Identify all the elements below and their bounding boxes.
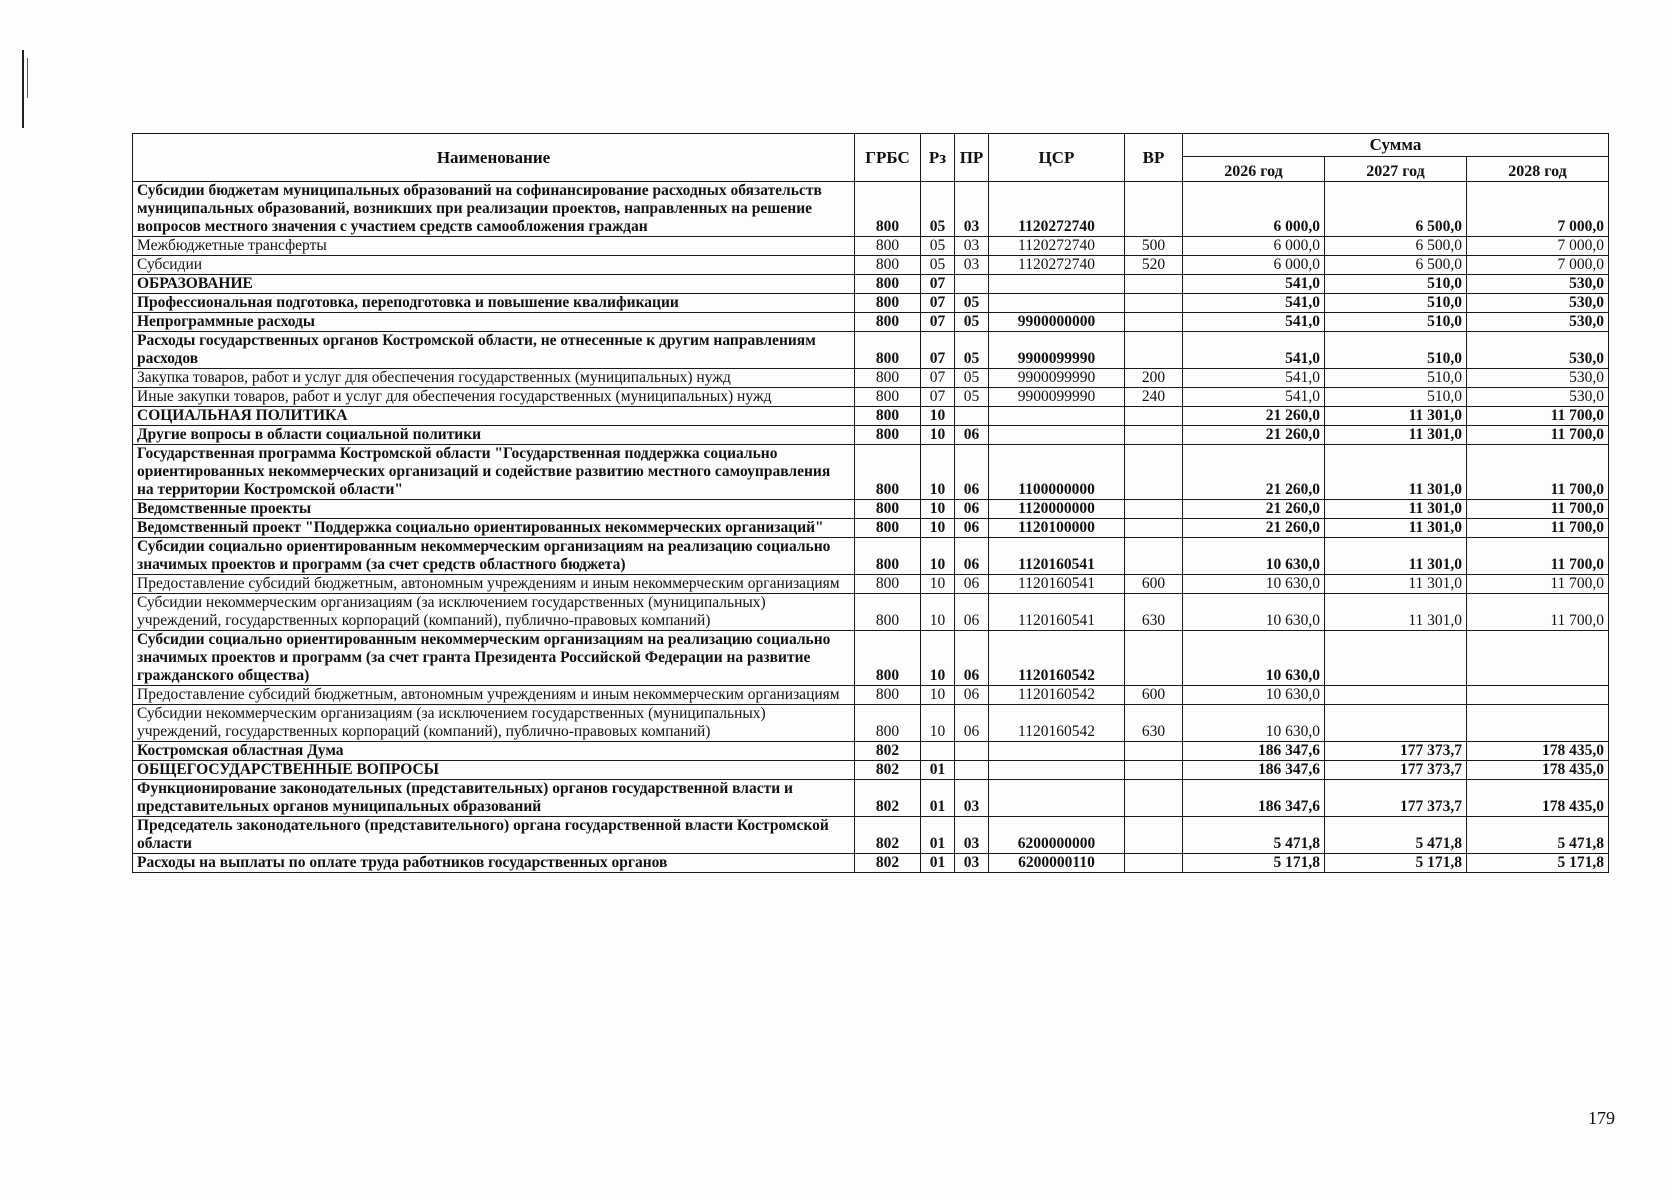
cell-grbs: 802 <box>855 742 921 761</box>
cell-sum-2026: 10 630,0 <box>1183 575 1325 594</box>
cell-sum-2027: 11 301,0 <box>1325 575 1467 594</box>
cell-vr <box>1125 538 1183 575</box>
cell-sum-2026: 541,0 <box>1183 388 1325 407</box>
cell-rz <box>921 742 955 761</box>
cell-sum-2027: 11 301,0 <box>1325 407 1467 426</box>
cell-csr <box>989 426 1125 445</box>
cell-sum-2028: 7 000,0 <box>1467 182 1609 237</box>
table-row <box>133 761 1609 780</box>
cell-pr: 06 <box>955 426 989 445</box>
cell-csr: 6200000000 <box>989 817 1125 854</box>
cell-sum-2027 <box>1325 631 1467 686</box>
cell-rz: 10 <box>921 705 955 742</box>
cell-pr <box>955 761 989 780</box>
cell-pr: 03 <box>955 780 989 817</box>
cell-vr: 520 <box>1125 256 1183 275</box>
cell-sum-2026: 21 260,0 <box>1183 407 1325 426</box>
table-row <box>133 780 1609 817</box>
cell-sum-2027: 510,0 <box>1325 388 1467 407</box>
cell-grbs: 800 <box>855 388 921 407</box>
cell-sum-2028: 11 700,0 <box>1467 575 1609 594</box>
cell-sum-2027: 177 373,7 <box>1325 780 1467 817</box>
cell-sum-2026: 541,0 <box>1183 369 1325 388</box>
cell-vr <box>1125 761 1183 780</box>
cell-pr: 03 <box>955 182 989 237</box>
cell-vr <box>1125 313 1183 332</box>
cell-sum-2026: 6 000,0 <box>1183 237 1325 256</box>
cell-sum-2028: 530,0 <box>1467 275 1609 294</box>
cell-sum-2027: 6 500,0 <box>1325 237 1467 256</box>
cell-sum-2026: 21 260,0 <box>1183 445 1325 500</box>
cell-pr: 06 <box>955 705 989 742</box>
margin-line <box>22 50 24 128</box>
cell-csr: 9900099990 <box>989 332 1125 369</box>
cell-sum-2028: 530,0 <box>1467 332 1609 369</box>
cell-name: Расходы на выплаты по оплате труда работников государственных органов <box>133 854 855 873</box>
cell-csr: 9900099990 <box>989 388 1125 407</box>
cell-sum-2026: 10 630,0 <box>1183 594 1325 631</box>
cell-rz: 01 <box>921 761 955 780</box>
cell-rz: 01 <box>921 780 955 817</box>
cell-sum-2027: 510,0 <box>1325 313 1467 332</box>
cell-sum-2026: 541,0 <box>1183 294 1325 313</box>
cell-sum-2028: 178 435,0 <box>1467 780 1609 817</box>
cell-name: ОБРАЗОВАНИЕ <box>133 275 855 294</box>
page-number: 179 <box>1588 1108 1615 1128</box>
cell-grbs: 800 <box>855 426 921 445</box>
cell-name: Другие вопросы в области социальной политики <box>133 426 855 445</box>
header-grbs: ГРБС <box>855 134 921 182</box>
cell-sum-2027: 11 301,0 <box>1325 500 1467 519</box>
cell-sum-2026: 541,0 <box>1183 313 1325 332</box>
cell-sum-2026: 186 347,6 <box>1183 761 1325 780</box>
cell-csr: 1120100000 <box>989 519 1125 538</box>
cell-sum-2028: 530,0 <box>1467 313 1609 332</box>
cell-csr: 1120160542 <box>989 631 1125 686</box>
cell-sum-2028: 178 435,0 <box>1467 761 1609 780</box>
cell-sum-2028: 7 000,0 <box>1467 256 1609 275</box>
cell-rz: 07 <box>921 294 955 313</box>
cell-pr: 06 <box>955 500 989 519</box>
table-row <box>133 237 1609 256</box>
cell-pr: 05 <box>955 332 989 369</box>
cell-sum-2028 <box>1467 705 1609 742</box>
table-row <box>133 388 1609 407</box>
cell-csr <box>989 275 1125 294</box>
header-csr: ЦСР <box>989 134 1125 182</box>
cell-grbs: 800 <box>855 705 921 742</box>
cell-csr: 1120272740 <box>989 256 1125 275</box>
cell-name: Ведомственные проекты <box>133 500 855 519</box>
table-row <box>133 594 1609 631</box>
cell-sum-2026: 541,0 <box>1183 275 1325 294</box>
cell-sum-2027: 11 301,0 <box>1325 426 1467 445</box>
table-row <box>133 686 1609 705</box>
cell-sum-2027 <box>1325 686 1467 705</box>
margin-line <box>27 58 28 98</box>
cell-vr <box>1125 294 1183 313</box>
cell-vr: 630 <box>1125 594 1183 631</box>
cell-sum-2028: 5 171,8 <box>1467 854 1609 873</box>
cell-name: ОБЩЕГОСУДАРСТВЕННЫЕ ВОПРОСЫ <box>133 761 855 780</box>
cell-sum-2028: 11 700,0 <box>1467 519 1609 538</box>
cell-name: Предоставление субсидий бюджетным, автономным учреждениям и иным некоммерческим организациям <box>133 686 855 705</box>
cell-grbs: 800 <box>855 519 921 538</box>
cell-grbs: 802 <box>855 761 921 780</box>
cell-sum-2027: 11 301,0 <box>1325 445 1467 500</box>
table-row <box>133 256 1609 275</box>
cell-grbs: 800 <box>855 575 921 594</box>
cell-vr <box>1125 332 1183 369</box>
cell-csr: 1120160541 <box>989 538 1125 575</box>
cell-vr <box>1125 445 1183 500</box>
cell-csr: 9900000000 <box>989 313 1125 332</box>
cell-pr: 03 <box>955 256 989 275</box>
table-row <box>133 294 1609 313</box>
table-row <box>133 519 1609 538</box>
cell-grbs: 802 <box>855 780 921 817</box>
cell-vr <box>1125 742 1183 761</box>
cell-sum-2028: 530,0 <box>1467 388 1609 407</box>
cell-sum-2026: 21 260,0 <box>1183 519 1325 538</box>
cell-grbs: 800 <box>855 313 921 332</box>
cell-csr: 6200000110 <box>989 854 1125 873</box>
cell-vr <box>1125 780 1183 817</box>
cell-sum-2028: 530,0 <box>1467 369 1609 388</box>
cell-rz: 10 <box>921 426 955 445</box>
cell-name: Функционирование законодательных (представительных) органов государственной власти и представительных органов муниципальных образований <box>133 780 855 817</box>
header-rz: Рз <box>921 134 955 182</box>
cell-grbs: 800 <box>855 332 921 369</box>
table-row <box>133 182 1609 237</box>
cell-rz: 10 <box>921 594 955 631</box>
cell-grbs: 800 <box>855 294 921 313</box>
cell-sum-2026: 5 171,8 <box>1183 854 1325 873</box>
cell-csr <box>989 294 1125 313</box>
table-row <box>133 445 1609 500</box>
cell-sum-2027: 510,0 <box>1325 294 1467 313</box>
cell-vr <box>1125 275 1183 294</box>
cell-sum-2026: 6 000,0 <box>1183 256 1325 275</box>
cell-csr: 1120160542 <box>989 686 1125 705</box>
cell-rz: 07 <box>921 332 955 369</box>
cell-pr: 06 <box>955 538 989 575</box>
cell-grbs: 800 <box>855 538 921 575</box>
cell-sum-2027: 510,0 <box>1325 332 1467 369</box>
cell-name: Председатель законодательного (представительного) органа государственной власти Костромской области <box>133 817 855 854</box>
cell-csr <box>989 780 1125 817</box>
cell-grbs: 802 <box>855 854 921 873</box>
cell-pr <box>955 407 989 426</box>
cell-name: Субсидии некоммерческим организациям (за исключением государственных (муниципальных) учреждений, государственных корпораций (компаний), публично-правовых компаний) <box>133 594 855 631</box>
cell-vr: 630 <box>1125 705 1183 742</box>
table-row <box>133 538 1609 575</box>
header-name: Наименование <box>133 134 855 182</box>
cell-vr: 240 <box>1125 388 1183 407</box>
cell-vr <box>1125 407 1183 426</box>
cell-sum-2028: 11 700,0 <box>1467 426 1609 445</box>
cell-csr: 1120160541 <box>989 575 1125 594</box>
cell-sum-2027: 11 301,0 <box>1325 594 1467 631</box>
cell-grbs: 800 <box>855 369 921 388</box>
cell-csr: 1100000000 <box>989 445 1125 500</box>
cell-vr <box>1125 631 1183 686</box>
cell-vr <box>1125 854 1183 873</box>
cell-sum-2027: 11 301,0 <box>1325 519 1467 538</box>
cell-sum-2026: 541,0 <box>1183 332 1325 369</box>
cell-sum-2028 <box>1467 631 1609 686</box>
cell-name: Субсидии социально ориентированным некоммерческим организациям на реализацию социально значимых проектов и программ (за счет средств областного бюджета) <box>133 538 855 575</box>
cell-grbs: 800 <box>855 500 921 519</box>
cell-sum-2027: 510,0 <box>1325 275 1467 294</box>
cell-pr: 06 <box>955 445 989 500</box>
cell-rz: 10 <box>921 407 955 426</box>
cell-sum-2028: 11 700,0 <box>1467 407 1609 426</box>
cell-csr: 1120000000 <box>989 500 1125 519</box>
cell-rz: 10 <box>921 686 955 705</box>
cell-vr: 600 <box>1125 575 1183 594</box>
cell-sum-2028: 11 700,0 <box>1467 500 1609 519</box>
cell-vr: 600 <box>1125 686 1183 705</box>
cell-csr: 9900099990 <box>989 369 1125 388</box>
table-row <box>133 631 1609 686</box>
cell-pr: 06 <box>955 519 989 538</box>
cell-vr <box>1125 182 1183 237</box>
cell-name: Субсидии некоммерческим организациям (за исключением государственных (муниципальных) учреждений, государственных корпораций (компаний), публично-правовых компаний) <box>133 705 855 742</box>
cell-grbs: 802 <box>855 817 921 854</box>
cell-grbs: 800 <box>855 631 921 686</box>
cell-csr: 1120272740 <box>989 237 1125 256</box>
cell-name: Костромская областная Дума <box>133 742 855 761</box>
cell-grbs: 800 <box>855 275 921 294</box>
cell-rz: 07 <box>921 388 955 407</box>
cell-sum-2027: 177 373,7 <box>1325 761 1467 780</box>
cell-sum-2026: 10 630,0 <box>1183 631 1325 686</box>
cell-sum-2028: 11 700,0 <box>1467 538 1609 575</box>
cell-rz: 10 <box>921 538 955 575</box>
cell-grbs: 800 <box>855 237 921 256</box>
cell-rz: 10 <box>921 631 955 686</box>
header-2026: 2026 год <box>1183 157 1325 182</box>
cell-pr: 05 <box>955 313 989 332</box>
cell-sum-2027: 11 301,0 <box>1325 538 1467 575</box>
header-2028: 2028 год <box>1467 157 1609 182</box>
cell-sum-2026: 10 630,0 <box>1183 538 1325 575</box>
cell-name: Субсидии бюджетам муниципальных образований на софинансирование расходных обязательств муниципальных образований, возникших при реализации проектов, направленных на решение вопросов местного значения с участием средств самообложения граждан <box>133 182 855 237</box>
cell-pr: 06 <box>955 575 989 594</box>
cell-vr <box>1125 519 1183 538</box>
cell-name: Иные закупки товаров, работ и услуг для обеспечения государственных (муниципальных) нужд <box>133 388 855 407</box>
table-row <box>133 742 1609 761</box>
cell-sum-2028: 178 435,0 <box>1467 742 1609 761</box>
cell-csr: 1120160541 <box>989 594 1125 631</box>
cell-sum-2027: 6 500,0 <box>1325 256 1467 275</box>
header-sum: Сумма <box>1183 134 1609 157</box>
cell-rz: 05 <box>921 182 955 237</box>
cell-csr: 1120272740 <box>989 182 1125 237</box>
cell-rz: 05 <box>921 256 955 275</box>
cell-sum-2028: 11 700,0 <box>1467 445 1609 500</box>
cell-sum-2026: 5 471,8 <box>1183 817 1325 854</box>
cell-pr: 06 <box>955 631 989 686</box>
cell-pr: 06 <box>955 686 989 705</box>
table-row <box>133 705 1609 742</box>
cell-csr <box>989 761 1125 780</box>
cell-name: Профессиональная подготовка, переподготовка и повышение квалификации <box>133 294 855 313</box>
table-row <box>133 369 1609 388</box>
cell-rz: 07 <box>921 369 955 388</box>
cell-sum-2027: 5 171,8 <box>1325 854 1467 873</box>
cell-sum-2028: 530,0 <box>1467 294 1609 313</box>
cell-rz: 05 <box>921 237 955 256</box>
cell-name: Государственная программа Костромской области "Государственная поддержка социально ориентированных некоммерческих организаций и содействие развитию местного самоуправления на территории Костромской области" <box>133 445 855 500</box>
cell-name: Межбюджетные трансферты <box>133 237 855 256</box>
cell-vr: 500 <box>1125 237 1183 256</box>
cell-sum-2028: 11 700,0 <box>1467 594 1609 631</box>
cell-grbs: 800 <box>855 445 921 500</box>
cell-vr <box>1125 500 1183 519</box>
cell-sum-2026: 21 260,0 <box>1183 500 1325 519</box>
cell-sum-2027: 510,0 <box>1325 369 1467 388</box>
cell-sum-2027 <box>1325 705 1467 742</box>
cell-rz: 07 <box>921 313 955 332</box>
cell-name: Расходы государственных органов Костромской области, не отнесенные к другим направлениям расходов <box>133 332 855 369</box>
cell-csr <box>989 407 1125 426</box>
table-row <box>133 500 1609 519</box>
header-pr: ПР <box>955 134 989 182</box>
cell-sum-2026: 21 260,0 <box>1183 426 1325 445</box>
cell-sum-2028 <box>1467 686 1609 705</box>
cell-sum-2028: 5 471,8 <box>1467 817 1609 854</box>
cell-sum-2026: 10 630,0 <box>1183 705 1325 742</box>
cell-vr <box>1125 426 1183 445</box>
cell-name: Предоставление субсидий бюджетным, автономным учреждениям и иным некоммерческим организациям <box>133 575 855 594</box>
cell-pr: 03 <box>955 854 989 873</box>
cell-name: СОЦИАЛЬНАЯ ПОЛИТИКА <box>133 407 855 426</box>
cell-sum-2026: 10 630,0 <box>1183 686 1325 705</box>
cell-pr <box>955 275 989 294</box>
cell-grbs: 800 <box>855 256 921 275</box>
cell-sum-2026: 6 000,0 <box>1183 182 1325 237</box>
cell-vr <box>1125 817 1183 854</box>
cell-grbs: 800 <box>855 407 921 426</box>
cell-pr: 03 <box>955 817 989 854</box>
cell-name: Субсидии <box>133 256 855 275</box>
cell-sum-2026: 186 347,6 <box>1183 780 1325 817</box>
table-row <box>133 426 1609 445</box>
table-row <box>133 275 1609 294</box>
cell-rz: 10 <box>921 519 955 538</box>
cell-rz: 01 <box>921 854 955 873</box>
table-row <box>133 575 1609 594</box>
budget-table <box>132 133 1609 873</box>
cell-pr <box>955 742 989 761</box>
cell-grbs: 800 <box>855 594 921 631</box>
cell-name: Закупка товаров, работ и услуг для обеспечения государственных (муниципальных) нужд <box>133 369 855 388</box>
cell-name: Ведомственный проект "Поддержка социально ориентированных некоммерческих организаций" <box>133 519 855 538</box>
table-row <box>133 313 1609 332</box>
cell-rz: 01 <box>921 817 955 854</box>
cell-sum-2027: 5 471,8 <box>1325 817 1467 854</box>
cell-pr: 06 <box>955 594 989 631</box>
table-row <box>133 817 1609 854</box>
cell-sum-2028: 7 000,0 <box>1467 237 1609 256</box>
cell-sum-2027: 6 500,0 <box>1325 182 1467 237</box>
cell-pr: 05 <box>955 388 989 407</box>
cell-pr: 03 <box>955 237 989 256</box>
cell-name: Субсидии социально ориентированным некоммерческим организациям на реализацию социально значимых проектов и программ (за счет гранта Президента Российской Федерации на развитие гражданского общества) <box>133 631 855 686</box>
cell-pr: 05 <box>955 369 989 388</box>
cell-csr: 1120160542 <box>989 705 1125 742</box>
cell-vr: 200 <box>1125 369 1183 388</box>
header-vr: ВР <box>1125 134 1183 182</box>
table-row <box>133 407 1609 426</box>
table-row <box>133 854 1609 873</box>
cell-rz: 10 <box>921 575 955 594</box>
cell-name: Непрограммные расходы <box>133 313 855 332</box>
cell-rz: 10 <box>921 500 955 519</box>
cell-rz: 10 <box>921 445 955 500</box>
header-2027: 2027 год <box>1325 157 1467 182</box>
cell-csr <box>989 742 1125 761</box>
cell-pr: 05 <box>955 294 989 313</box>
table-row <box>133 332 1609 369</box>
cell-sum-2026: 186 347,6 <box>1183 742 1325 761</box>
cell-rz: 07 <box>921 275 955 294</box>
cell-grbs: 800 <box>855 182 921 237</box>
cell-sum-2027: 177 373,7 <box>1325 742 1467 761</box>
cell-grbs: 800 <box>855 686 921 705</box>
